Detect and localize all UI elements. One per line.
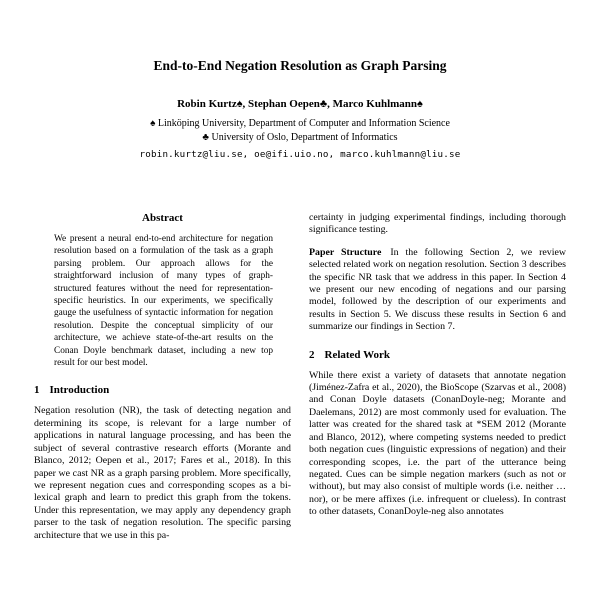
section-number: 2: [309, 348, 315, 361]
section-heading-introduction: [34, 384, 291, 396]
right-column: [309, 212, 566, 552]
paper-structure-text: In the following Section 2, we review selected related work on negation resolution. Section 3 describes the specific NR task that we address in this paper. In Section 4 we present our new encoding of negations and our parsing model, followed by the description of our experiments and results in Section 5. We discuss these results in Section 6 and summarize our findings in Section 7.: [309, 246, 566, 333]
paper-structure-paragraph: [309, 247, 566, 334]
abstract-heading: Abstract: [142, 212, 183, 224]
paper-title: End-to-End Negation Resolution as Graph Parsing: [153, 58, 447, 73]
affiliation-2: ♣ University of Oslo, Department of Informatics: [202, 132, 398, 143]
left-column: [34, 212, 291, 552]
related-work-paragraph: While there exist a variety of datasets that annotate negation (Jiménez-Zafra et al., 2020), the BioScope (Szarvas et al., 2008) and Conan Doyle datasets (ConanDoyle-neg; Morante and Daelemans, 2012) are most commonly used for evaluation. The latter was created for the shared task at *SEM 2012 (Morante and Blanco, 2012), where competing systems needed to predict both negation cues (linguistic expressions of negation) and their corresponding scopes, i.e. the part of the utterance being negated. Cues can be simple negation markers (such as not or without), but may also consist of multiple words (i.e. neither … nor), or be mere affixes (i.e. infrequent or clueless). In contrast to other datasets, ConanDoyle-neg also annotates: [309, 369, 566, 518]
author-line: Robin Kurtz♠, Stephan Oepen♣, Marco Kuhlmann♠: [177, 98, 423, 110]
section-title: Introduction: [49, 384, 110, 397]
introduction-paragraph: Negation resolution (NR), the task of detecting negation and determining its scope, is relevant for a large number of applications in natural language processing, and has been the subject of several contrastive research efforts (Morante and Blanco, 2012; Oepen et al., 2017; Fares et al., 2018). In this paper we cast NR as a graph parsing problem. More specifically, we represent negation cues and corresponding scopes as a bi-lexical graph and learn to predict this graph from the tokens. Under this representation, we may apply any dependency graph parser to the task of negation resolution. The specific parsing architecture that we use in this pa-: [34, 405, 291, 541]
author-emails: robin.kurtz@liu.se, oe@ifi.uio.no, marco.kuhlmann@liu.se: [139, 149, 461, 160]
abstract-text: We present a neural end-to-end architecture for negation resolution based on a formulation of the task as a graph parsing problem. Our approach allows for the straightforward inclusion of many types of graph-structured features without the need for representation-specific heuristics. In our experiments, we specifically gauge the usefulness of syntactic information for negation resolution. Despite the conceptual simplicity of our architecture, we achieve state-of-the-art results on the Conan Doyle benchmark dataset, including a new top result for our best model.: [54, 234, 273, 369]
continued-paragraph: certainty in judging experimental findings, including thorough significance testing.: [309, 212, 566, 236]
section-heading-related-work: [309, 349, 566, 361]
section-number: 1: [34, 384, 40, 397]
paper-structure-runin-heading: Paper Structure: [309, 246, 382, 258]
affiliation-1: ♠ Linköping University, Department of Computer and Information Science: [150, 118, 450, 129]
two-column-body: [34, 212, 566, 552]
section-title: Related Work: [324, 348, 390, 361]
